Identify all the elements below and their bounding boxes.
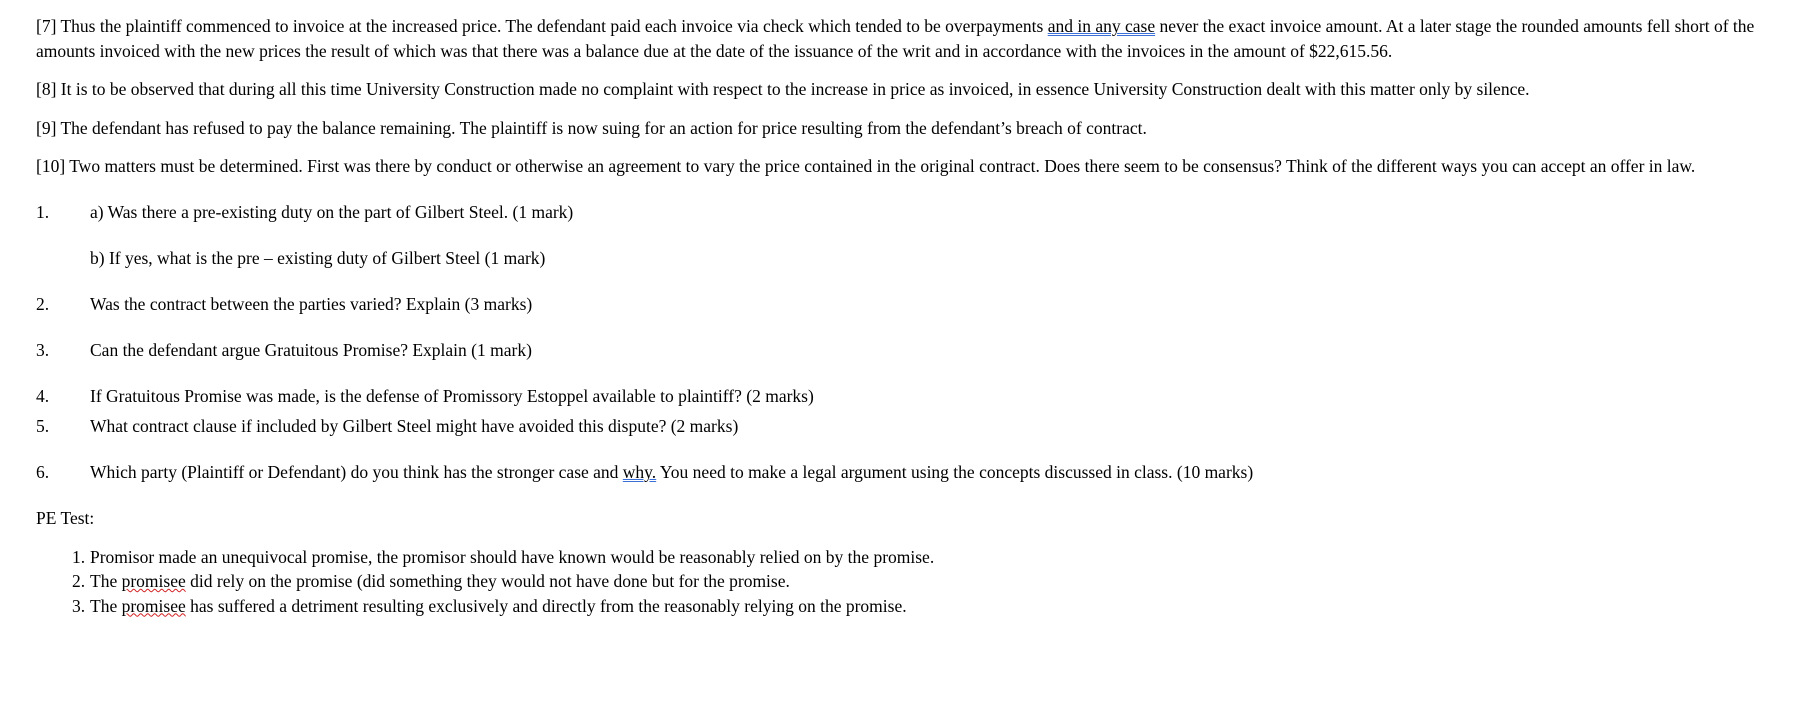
question-number: 4.	[36, 385, 50, 406]
list-item-text: The promisee did rely on the promise (did something they would not have done but for the promise.	[90, 571, 790, 591]
question-1b	[36, 247, 1791, 269]
question-number: 2.	[36, 293, 50, 314]
question-4	[36, 385, 1791, 407]
question-text: What contract clause if included by Gilbert Steel might have avoided this dispute? (2 marks)	[90, 415, 739, 436]
pe-test-list	[36, 545, 1791, 619]
question-text: a) Was there a pre-existing duty on the part of Gilbert Steel. (1 mark)	[90, 201, 574, 222]
list-item-text: Promisor made an unequivocal promise, the promisor should have known would be reasonably relied on by the promise.	[90, 546, 935, 567]
question-text: Was the contract between the parties varied? Explain (3 marks)	[90, 293, 533, 314]
grammar-underline[interactable]: and in any case	[1047, 16, 1156, 36]
question-text: Can the defendant argue Gratuitous Promise? Explain (1 mark)	[90, 339, 532, 360]
question-number: 3.	[36, 339, 50, 360]
list-item	[36, 594, 1791, 619]
document-body	[36, 14, 1791, 618]
grammar-underline[interactable]: why.	[622, 461, 657, 482]
spelling-underline[interactable]: promisee	[121, 571, 186, 591]
list-number: 3.	[72, 595, 86, 616]
list-number: 1.	[72, 546, 86, 567]
question-2	[36, 293, 1791, 315]
paragraph-8: [8] It is to be observed that during all this time University Construction made no complaint with respect to the increase in price as invoiced, in essence University Construction dealt with this matter only by silence.	[36, 79, 1530, 99]
list-item	[36, 569, 1791, 594]
question-text: Which party (Plaintiff or Defendant) do you think has the stronger case and why. You need to make a legal argument using the concepts discussed in class. (10 marks)	[90, 461, 1254, 482]
question-number	[36, 247, 90, 269]
paragraph-9: [9] The defendant has refused to pay the balance remaining. The plaintiff is now suing for an action for price resulting from the defendant’s breach of contract.	[36, 117, 1147, 138]
list-number: 2.	[72, 571, 86, 591]
pe-test-title: PE Test:	[36, 507, 95, 528]
question-text: If Gratuitous Promise was made, is the defense of Promissory Estoppel available to plaintiff? (2 marks)	[90, 385, 814, 406]
question-1a	[36, 201, 1791, 223]
list-item	[36, 545, 1791, 570]
question-6	[36, 461, 1791, 483]
paragraph-10: [10] Two matters must be determined. First was there by conduct or otherwise an agreement to vary the price contained in the original contract. Does there seem to be consensus? Think of the different ways you can accept an offer in law.	[36, 156, 1696, 176]
question-number: 6.	[36, 461, 50, 482]
spelling-underline[interactable]: promisee	[121, 595, 186, 616]
question-text: b) If yes, what is the pre – existing duty of Gilbert Steel (1 mark)	[90, 247, 546, 268]
list-item-text: The promisee has suffered a detriment resulting exclusively and directly from the reasonably relying on the promise.	[90, 595, 907, 616]
question-number: 5.	[36, 415, 50, 436]
question-number: 1.	[36, 201, 50, 222]
question-5	[36, 415, 1791, 437]
question-3	[36, 339, 1791, 361]
paragraph-7: [7] Thus the plaintiff commenced to invoice at the increased price. The defendant paid each invoice via check which tended to be overpayments and in any case never the exact invoice amount. At a later stage the rounded amounts fell short of the amounts invoiced with the new prices the result of which was that there was a balance due at the date of the issuance of the writ and in accordance with the invoices in the amount of $22,615.56.	[36, 16, 1755, 61]
